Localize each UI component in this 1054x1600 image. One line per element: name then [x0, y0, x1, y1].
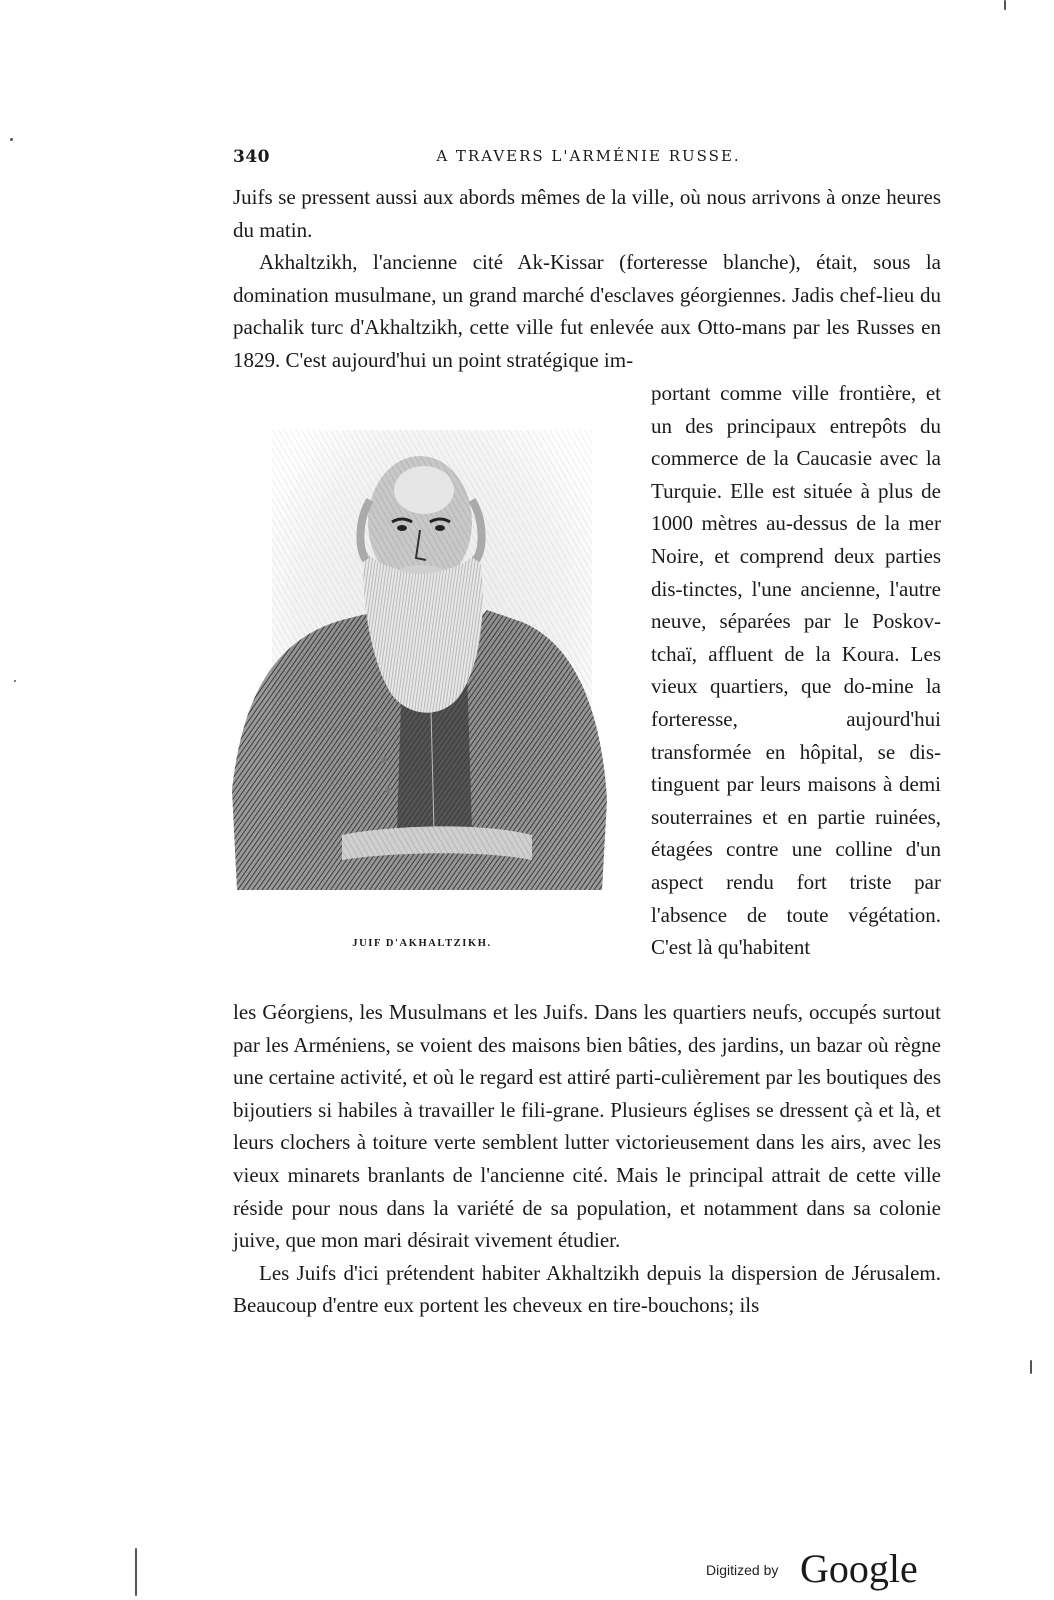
- page-number: 340: [233, 147, 270, 167]
- paragraph-akhaltzikh: Akhaltzikh, l'ancienne cité Ak-Kissar (forteresse blanche), était, sous la domination musulmane, un grand marché d'esclaves géorgiennes. Jadis chef-lieu du pachalik turc d'Akhaltzikh, cette ville fut enlevée aux Otto-mans par les Russes en 1829. C'est aujourd'hui un point stratégique im-: [233, 250, 941, 372]
- top-text-block: [233, 181, 941, 377]
- portrait-illustration: [232, 430, 612, 900]
- paragraph-side-column: portant comme ville frontière, et un des principaux entrepôts du commerce de la Caucasie avec la Turquie. Elle est située à plus de 1000 mètres au-dessus de la mer Noire, et comprend deux parties dis-tinctes, l'une ancienne, l'autre neuve, séparées par le Poskov-tchaï, affluent de la Koura. Les vieux quartiers, que do-mine la forteresse, aujourd'hui transformée en hôpital, se dis-tinguent par leurs maisons à demi souterraines et en partie ruinées, étagées contre une colline d'un aspect rendu fort triste par l'absence de toute végétation. C'est là qu'habitent: [651, 381, 941, 960]
- digitized-by-google-mark: [706, 1545, 942, 1595]
- running-head: [233, 147, 944, 171]
- paragraph-jews-of-akhaltzikh: Les Juifs d'ici prétendent habiter Akhaltzikh depuis la dispersion de Jérusalem. Beaucoup d'entre eux portent les cheveux en tire-bouchons; ils: [233, 1260, 941, 1318]
- side-text-column: [651, 377, 941, 964]
- engraved-portrait-icon: [232, 430, 612, 900]
- digitized-label: Digitized by: [706, 1562, 779, 1578]
- bottom-text-block: [233, 996, 941, 1322]
- scan-speck: [10, 138, 13, 141]
- figure-caption: JUIF D'AKHALTZIKH.: [352, 938, 492, 949]
- paragraph-continued: Juifs se pressent aussi aux abords mêmes de la ville, où nous arrivons à onze heures du matin.: [233, 185, 941, 242]
- google-logo: Google: [800, 1546, 918, 1591]
- scan-speck: [135, 1548, 137, 1596]
- running-title: A TRAVERS L'ARMÉNIE RUSSE.: [436, 147, 741, 165]
- scan-speck: [14, 680, 16, 682]
- scan-speck: [1030, 1360, 1032, 1374]
- scan-speck: [1004, 0, 1006, 10]
- paragraph-quarters: les Géorgiens, les Musulmans et les Juifs. Dans les quartiers neufs, occupés surtout par les Arméniens, se voient des maisons bien bâties, des jardins, un bazar où règne une certaine activité, et où le regard est attiré parti-culièrement par les boutiques des bijoutiers si habiles à travailler le fili-grane. Plusieurs églises se dressent çà et là, et leurs clochers à toiture verte semblent lutter victorieusement dans les airs, avec les vieux minarets branlants de l'ancienne cité. Mais le principal attrait de cette ville réside pour nous dans la variété de sa population, et notamment dans sa colonie juive, que mon mari désirait vivement étudier.: [233, 1000, 941, 1253]
